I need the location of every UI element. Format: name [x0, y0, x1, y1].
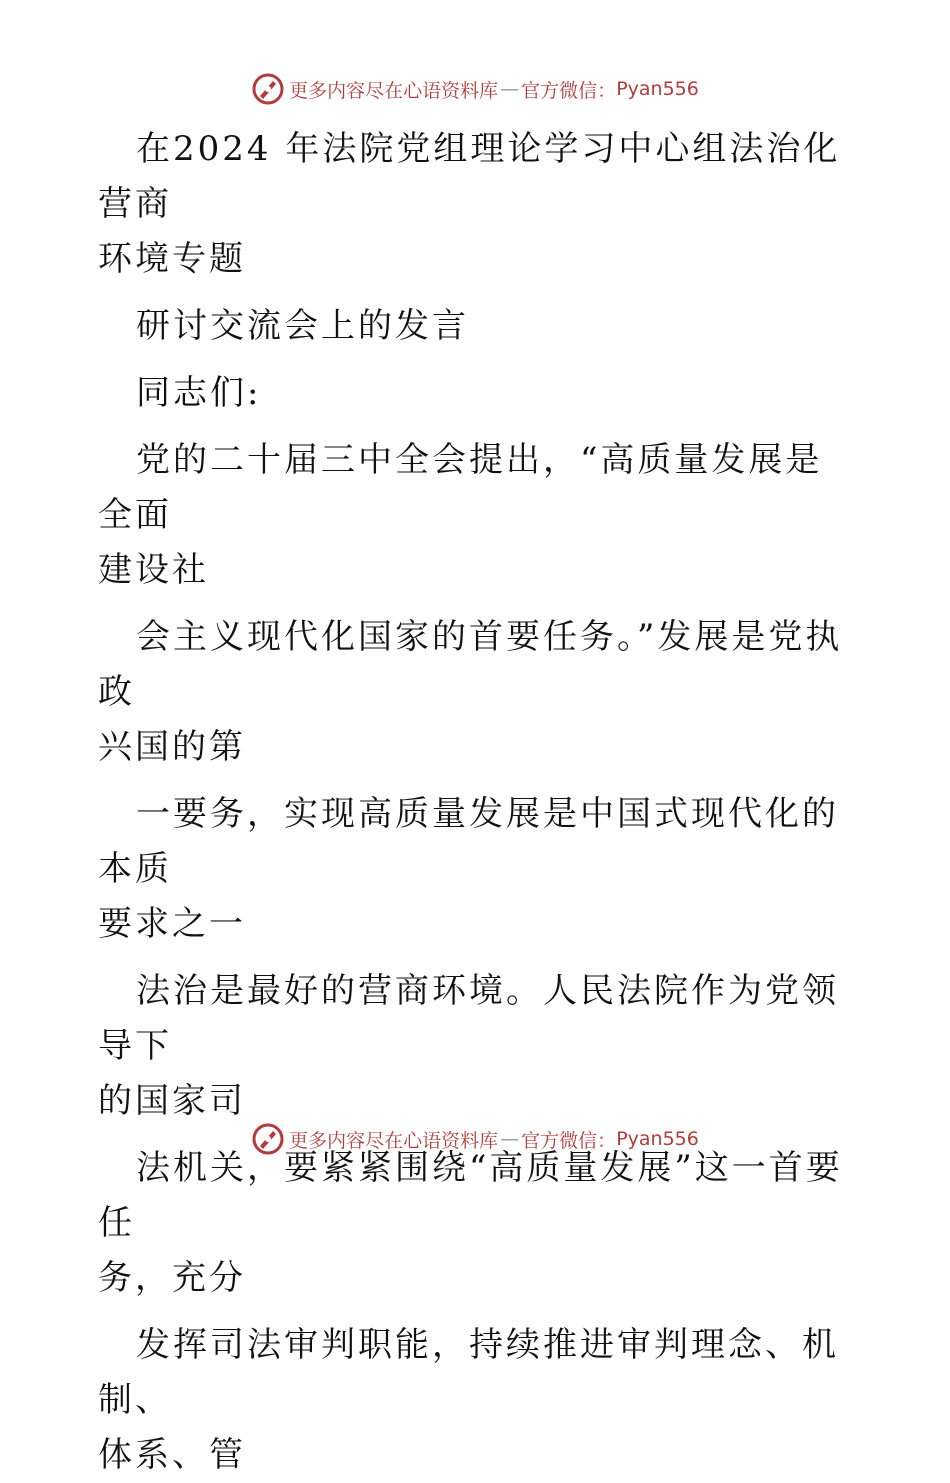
body-paragraph: 发挥司法审判职能，持续推进审判理念、机制、 体系、管: [98, 1325, 839, 1475]
watermark-wechat-id: Pyan556: [616, 1128, 699, 1150]
watermark-wechat-id: Pyan556: [616, 78, 699, 100]
watermark-separator: —: [500, 1128, 520, 1150]
watermark-suffix: 官方微信：: [521, 79, 617, 102]
body-paragraph: 法治是最好的营商环境。人民法院作为党领导下 的国家司: [98, 971, 839, 1121]
body-paragraph: 一要务，实现高质量发展是中国式现代化的本质 要求之一: [98, 794, 839, 944]
subtitle-line: 研讨交流会上的发言: [136, 306, 469, 346]
watermark-text: 更多内容尽在心语资料库: [289, 1129, 499, 1152]
body-paragraph: 党的二十届三中全会提出，“高质量发展是全面 建设社: [98, 440, 823, 590]
body-paragraph: 法机关，要紧紧围绕“高质量发展”这一首要任 务，充分: [98, 1148, 843, 1298]
pen-logo-icon: [251, 72, 285, 106]
watermark-footer: [0, 1122, 950, 1156]
watermark-header: [0, 72, 950, 106]
body-paragraph: 会主义现代化国家的首要任务。”发展是党执政 兴国的第: [98, 617, 843, 767]
document-body: [98, 122, 858, 1483]
salutation: 同志们:: [136, 373, 262, 413]
watermark-separator: —: [500, 78, 520, 100]
watermark-text: 更多内容尽在心语资料库: [289, 79, 499, 102]
watermark-suffix: 官方微信：: [521, 1129, 617, 1152]
title-line: 在2024 年法院党组理论学习中心组法治化营商 环境专题: [98, 129, 841, 279]
pen-logo-icon: [251, 1122, 285, 1156]
